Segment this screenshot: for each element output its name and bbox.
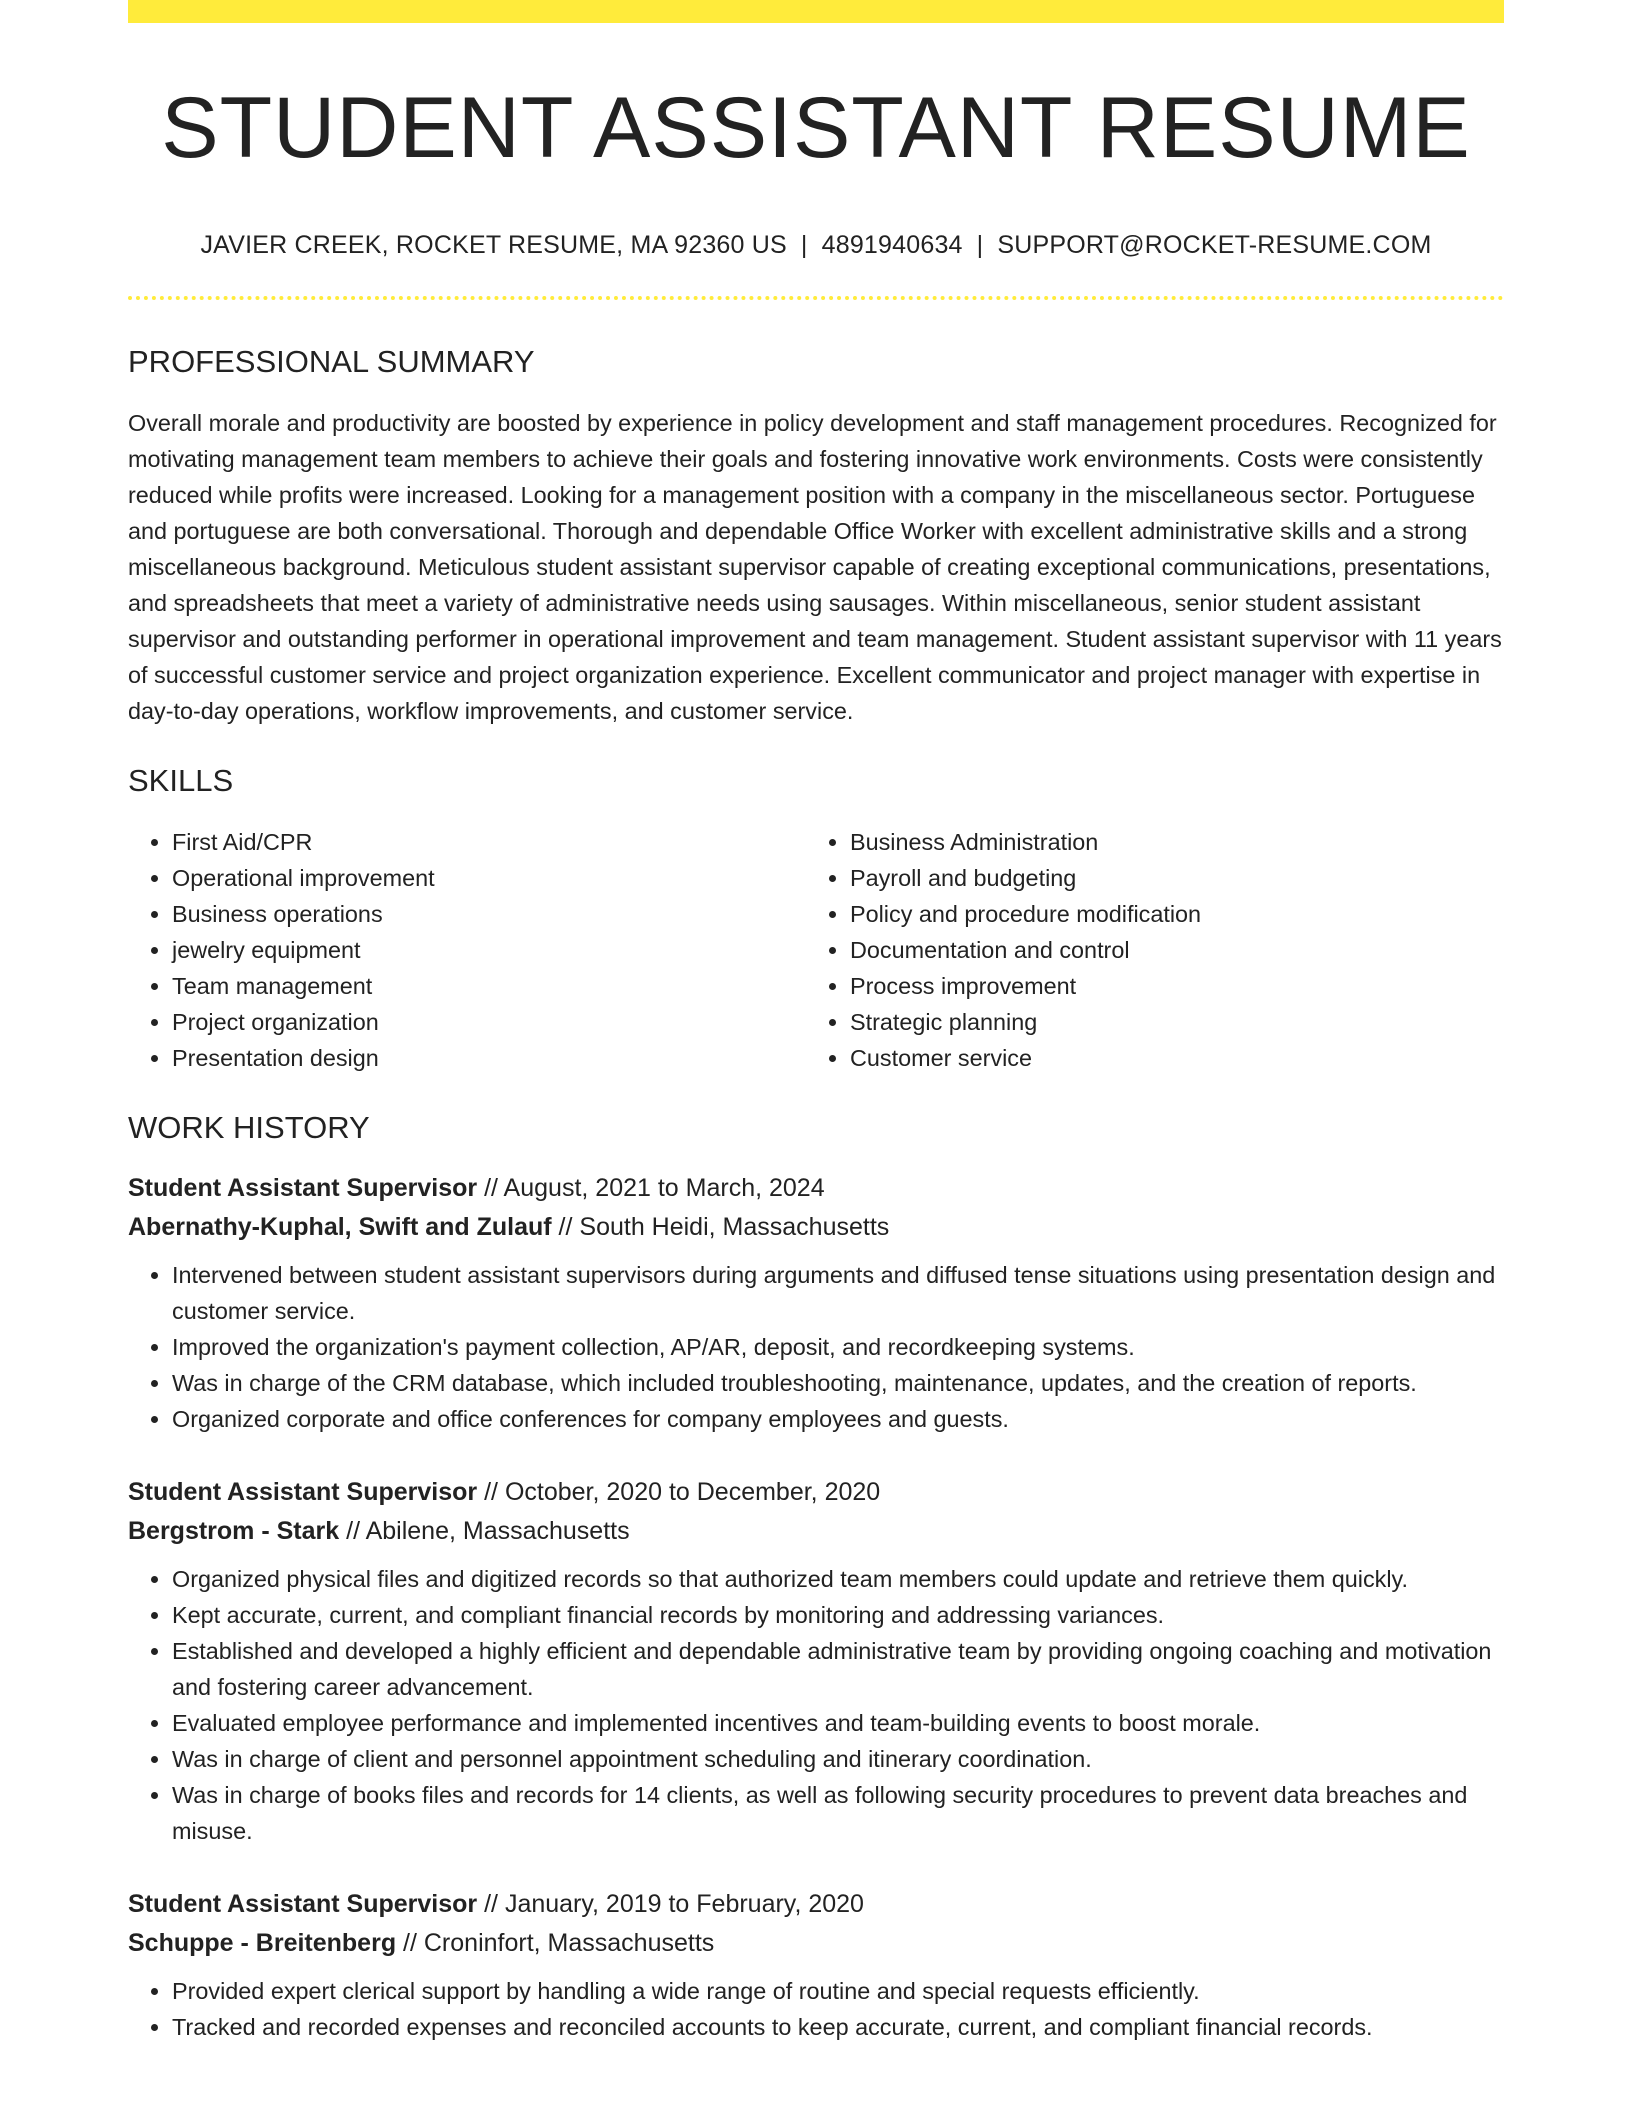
job-dates: // January, 2019 to February, 2020 (477, 1890, 864, 1918)
job-entry (128, 1169, 1504, 1437)
skill-item: • Business Administration (850, 824, 1484, 860)
contact-separator: | (800, 231, 808, 259)
job-bullets (128, 1257, 1504, 1437)
skill-item: • Team management (172, 968, 806, 1004)
job-dates: // October, 2020 to December, 2020 (477, 1478, 881, 1506)
job-bullet: • Evaluated employee performance and implemented incentives and team-building events to boost morale. (172, 1705, 1504, 1741)
contact-email: SUPPORT@ROCKET-RESUME.COM (997, 231, 1432, 259)
skill-item: • Presentation design (172, 1040, 806, 1076)
job-dates: // August, 2021 to March, 2024 (477, 1174, 825, 1202)
job-location: // South Heidi, Massachusetts (551, 1213, 890, 1241)
skill-item: • Operational improvement (172, 860, 806, 896)
skills-column-left (128, 824, 806, 1076)
skill-item: • jewelry equipment (172, 932, 806, 968)
skill-item: • Project organization (172, 1004, 806, 1040)
job-company-line (128, 1924, 1504, 1963)
skill-item: • Customer service (850, 1040, 1484, 1076)
job-company: Bergstrom - Stark (128, 1517, 340, 1545)
skill-item: • First Aid/CPR (172, 824, 806, 860)
dotted-divider (128, 296, 1504, 300)
job-entry (128, 1473, 1504, 1849)
job-company-line (128, 1208, 1504, 1247)
job-bullet: • Kept accurate, current, and compliant financial records by monitoring and addressing variances. (172, 1597, 1504, 1633)
job-title-line (128, 1169, 1504, 1208)
skill-item: • Policy and procedure modification (850, 896, 1484, 932)
job-bullets (128, 1973, 1504, 2045)
skill-item: • Payroll and budgeting (850, 860, 1484, 896)
skill-item: • Strategic planning (850, 1004, 1484, 1040)
skill-item: • Business operations (172, 896, 806, 932)
job-title-line (128, 1473, 1504, 1512)
summary-text: Overall morale and productivity are boosted by experience in policy development and staff management procedures. Recognized for motivating management team members to achieve their goals and fostering innovative work environments. Costs were consistently reduced while profits were increased. Looking for a management position with a company in the miscellaneous sector. Portuguese and portuguese are both conversational. Thorough and dependable Office Worker with excellent administrative skills and a strong miscellaneous background. Meticulous student assistant supervisor capable of creating exceptional communications, presentations, and spreadsheets that meet a variety of administrative needs using sausages. Within miscellaneous, senior student assistant supervisor and outstanding performer in operational improvement and team management. Student assistant supervisor with 11 years of successful customer service and project organization experience. Excellent communicator and project manager with expertise in day-to-day operations, workflow improvements, and customer service. (128, 410, 1502, 724)
contact-phone: 4891940634 (821, 231, 963, 259)
job-location: // Abilene, Massachusetts (339, 1517, 630, 1545)
section-heading-skills: SKILLS (128, 763, 234, 798)
skill-item: • Process improvement (850, 968, 1484, 1004)
job-bullet: • Was in charge of client and personnel appointment scheduling and itinerary coordination. (172, 1741, 1504, 1777)
contact-line (128, 233, 1504, 258)
job-company-line (128, 1512, 1504, 1551)
section-heading-work-history: WORK HISTORY (128, 1110, 370, 1145)
job-title: Student Assistant Supervisor (128, 1478, 478, 1506)
skills-column-right (806, 824, 1484, 1076)
job-bullet: • Tracked and recorded expenses and reconciled accounts to keep accurate, current, and compliant financial records. (172, 2009, 1504, 2045)
section-heading-summary: PROFESSIONAL SUMMARY (128, 344, 535, 379)
job-bullet: • Organized corporate and office conferences for company employees and guests. (172, 1401, 1504, 1437)
contact-address: JAVIER CREEK, ROCKET RESUME, MA 92360 US (200, 231, 787, 259)
job-company: Schuppe - Breitenberg (128, 1929, 397, 1957)
resume-page (128, 0, 1504, 2045)
resume-title: STUDENT ASSISTANT RESUME (161, 80, 1471, 176)
job-bullet: • Was in charge of books files and records for 14 clients, as well as following security procedures to prevent data breaches and misuse. (172, 1777, 1504, 1849)
job-title-line (128, 1885, 1504, 1924)
job-bullet: • Intervened between student assistant supervisors during arguments and diffused tense situations using presentation design and customer service. (172, 1257, 1504, 1329)
skills-list (128, 824, 1504, 1076)
job-bullet: • Improved the organization's payment collection, AP/AR, deposit, and recordkeeping systems. (172, 1329, 1504, 1365)
job-company: Abernathy-Kuphal, Swift and Zulauf (128, 1213, 552, 1241)
skill-item: • Documentation and control (850, 932, 1484, 968)
accent-top-bar (128, 0, 1504, 23)
job-bullet: • Organized physical files and digitized records so that authorized team members could update and retrieve them quickly. (172, 1561, 1504, 1597)
job-title: Student Assistant Supervisor (128, 1174, 478, 1202)
job-bullet: • Established and developed a highly efficient and dependable administrative team by providing ongoing coaching and motivation and fostering career advancement. (172, 1633, 1504, 1705)
job-bullets (128, 1561, 1504, 1849)
job-entry (128, 1885, 1504, 2045)
job-title: Student Assistant Supervisor (128, 1890, 478, 1918)
job-bullet: • Provided expert clerical support by handling a wide range of routine and special requests efficiently. (172, 1973, 1504, 2009)
job-location: // Croninfort, Massachusetts (396, 1929, 715, 1957)
contact-separator: | (976, 231, 984, 259)
job-bullet: • Was in charge of the CRM database, which included troubleshooting, maintenance, updates, and the creation of reports. (172, 1365, 1504, 1401)
